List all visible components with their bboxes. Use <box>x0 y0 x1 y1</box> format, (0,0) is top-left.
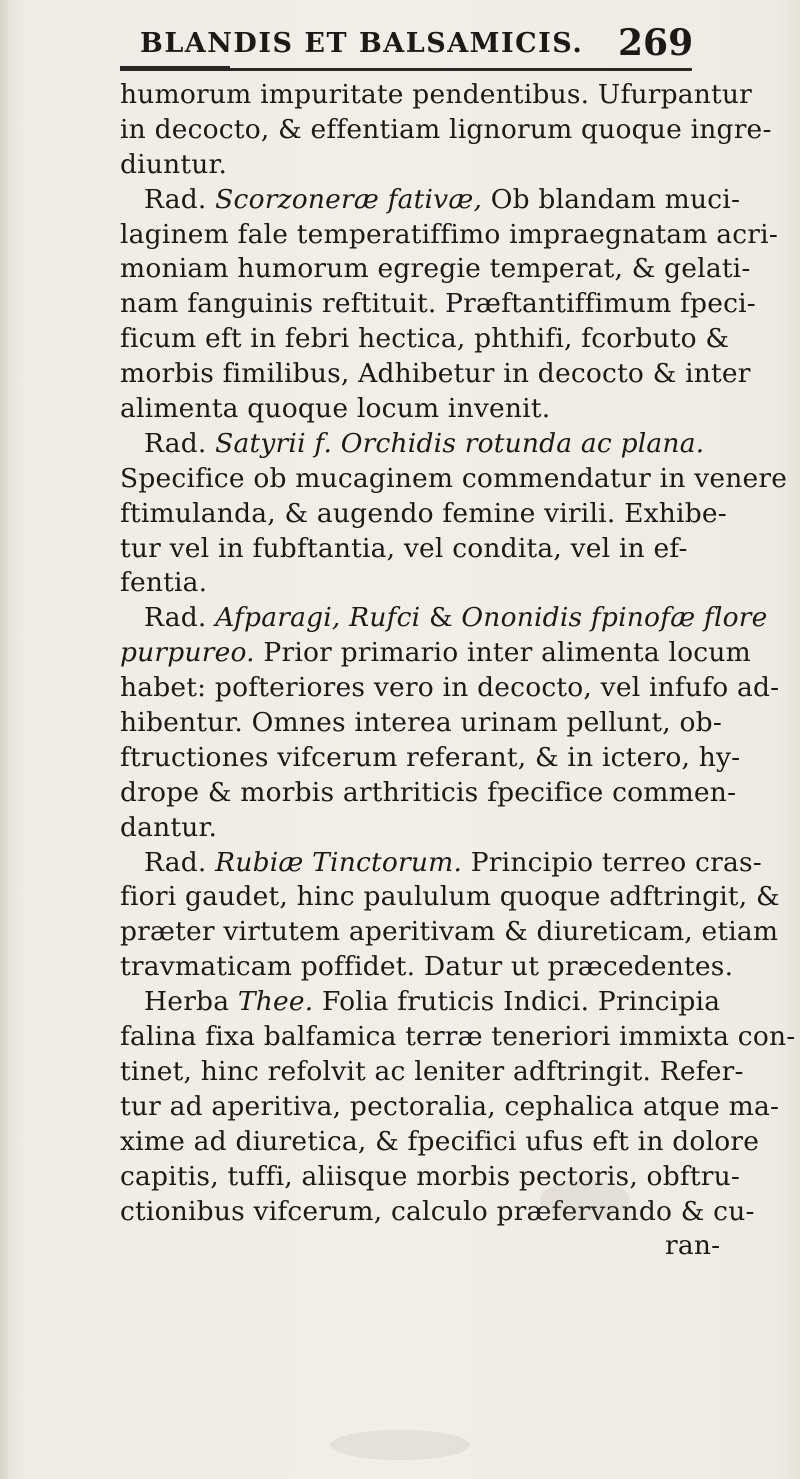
text-run: in decocto, & effentiam lignorum quoque ingre- <box>120 113 772 145</box>
text-run: Rad. <box>144 602 216 634</box>
text-line <box>120 462 790 497</box>
text-line <box>120 1125 790 1160</box>
text-line <box>120 915 790 950</box>
text-line <box>120 1195 790 1230</box>
text-run: Rad. <box>144 183 216 215</box>
text-run: Rad. <box>144 846 216 878</box>
text-line <box>120 950 790 985</box>
text-run: Specifice ob mucaginem commendatur in venere <box>120 462 788 494</box>
text-run: Principio terreo cras- <box>462 846 762 878</box>
text-line <box>120 846 790 881</box>
page-edge-shadow <box>0 0 10 1479</box>
text-line <box>120 532 790 567</box>
text-run: moniam humorum egregie temperat, & gelati- <box>120 253 751 285</box>
text-run: ran- <box>665 1230 721 1262</box>
italic-term: Thee. <box>237 986 314 1018</box>
text-line <box>120 78 790 113</box>
text-line <box>120 1055 790 1090</box>
italic-term: Rufci <box>349 602 421 634</box>
text-run: drope & morbis arthriticis fpecifice commen- <box>120 776 737 808</box>
text-run: morbis fimilibus, Adhibetur in decocto & inter <box>120 358 751 390</box>
paper-stain <box>330 1430 470 1460</box>
text-line <box>120 566 790 601</box>
catchword <box>120 1229 790 1264</box>
text-run: capitis, tuffi, aliisque morbis pectoris, obftru- <box>120 1160 741 1192</box>
text-run: diuntur. <box>120 148 228 180</box>
text-line <box>120 1020 796 1055</box>
text-line <box>120 671 790 706</box>
running-head <box>0 22 800 66</box>
italic-term: Ononidis fpinofæ flore <box>461 602 768 634</box>
italic-term: Satyrii f. Orchidis rotunda ac plana. <box>215 427 705 459</box>
text-run: dantur. <box>120 811 218 843</box>
text-run: & <box>420 602 462 634</box>
running-title: BLANDIS ET BALSAMICIS. <box>140 28 584 59</box>
page-number: 269 <box>618 22 694 64</box>
text-run: alimenta quoque locum invenit. <box>120 393 551 425</box>
text-line <box>120 601 790 636</box>
text-line <box>120 1160 790 1195</box>
text-run: humorum impuritate pendentibus. Ufurpantur <box>120 79 753 110</box>
italic-term: Scorzoneræ fativæ, <box>215 183 483 215</box>
text-run: tur vel in fubftantia, vel condita, vel in ef- <box>120 532 688 564</box>
text-line <box>120 427 790 462</box>
text-run: travmaticam poffidet. Datur ut præcedentes. <box>120 951 734 983</box>
text-run: falina fixa balfamica terræ teneriori immixta con- <box>120 1021 796 1053</box>
text-line <box>120 252 790 287</box>
text-run: Prior primario inter alimenta locum <box>254 637 751 669</box>
italic-term: Rubiæ Tinctorum. <box>215 846 463 878</box>
text-line <box>120 741 790 776</box>
text-run: ficum eft in febri hectica, phthifi, fcorbuto & <box>120 323 730 355</box>
italic-term: purpureo. <box>120 637 255 669</box>
text-line <box>120 636 790 671</box>
text-run: tur ad aperitiva, pectoralia, cephalica atque ma- <box>120 1090 780 1122</box>
text-run: Ob blandam muci- <box>482 183 741 215</box>
text-line <box>120 148 790 183</box>
text-line <box>120 811 790 846</box>
text-run: habet: pofteriores vero in decocto, vel infufo ad- <box>120 672 780 704</box>
text-run: nam fanguinis reftituit. Præftantiffimum fpeci- <box>120 288 756 320</box>
text-line <box>120 183 790 218</box>
text-run: Rad. <box>144 427 216 459</box>
text-line <box>120 218 790 253</box>
text-line <box>120 880 790 915</box>
text-run: præter virtutem aperitivam & diureticam, etiam <box>120 916 779 948</box>
text-line <box>120 1090 790 1125</box>
text-run: Folia fruticis Indici. Principia <box>313 986 721 1018</box>
text-run: ctionibus vifcerum, calculo præfervando & cu- <box>120 1195 755 1227</box>
text-run: laginem fale temperatiffimo impraegnatam acri- <box>120 218 778 250</box>
text-line <box>120 113 790 148</box>
text-run: Herba <box>144 986 238 1018</box>
text-run: hibentur. Omnes interea urinam pellunt, ob- <box>120 707 722 739</box>
text-run: tinet, hinc refolvit ac leniter adftringit. Refer- <box>120 1055 744 1087</box>
text-run: ftructiones vifcerum referant, & in ictero, hy- <box>120 741 741 773</box>
body-text <box>120 78 796 1264</box>
text-line <box>120 357 790 392</box>
text-run: fentia. <box>120 567 208 599</box>
text-run: xime ad diuretica, & fpecifici ufus eft in dolore <box>120 1125 760 1157</box>
text-run: fiori gaudet, hinc paululum quoque adftringit, & <box>120 881 780 913</box>
text-line <box>120 287 790 322</box>
header-rule <box>120 68 692 71</box>
text-line <box>120 985 790 1020</box>
text-line <box>120 706 790 741</box>
text-line <box>120 776 790 811</box>
text-line <box>120 497 790 532</box>
italic-term: Afparagi, <box>215 602 341 634</box>
text-run <box>341 602 350 633</box>
text-line <box>120 392 790 427</box>
text-line <box>120 322 790 357</box>
paper-stain <box>540 1180 630 1220</box>
text-run: ftimulanda, & augendo femine virili. Exhibe- <box>120 497 727 529</box>
